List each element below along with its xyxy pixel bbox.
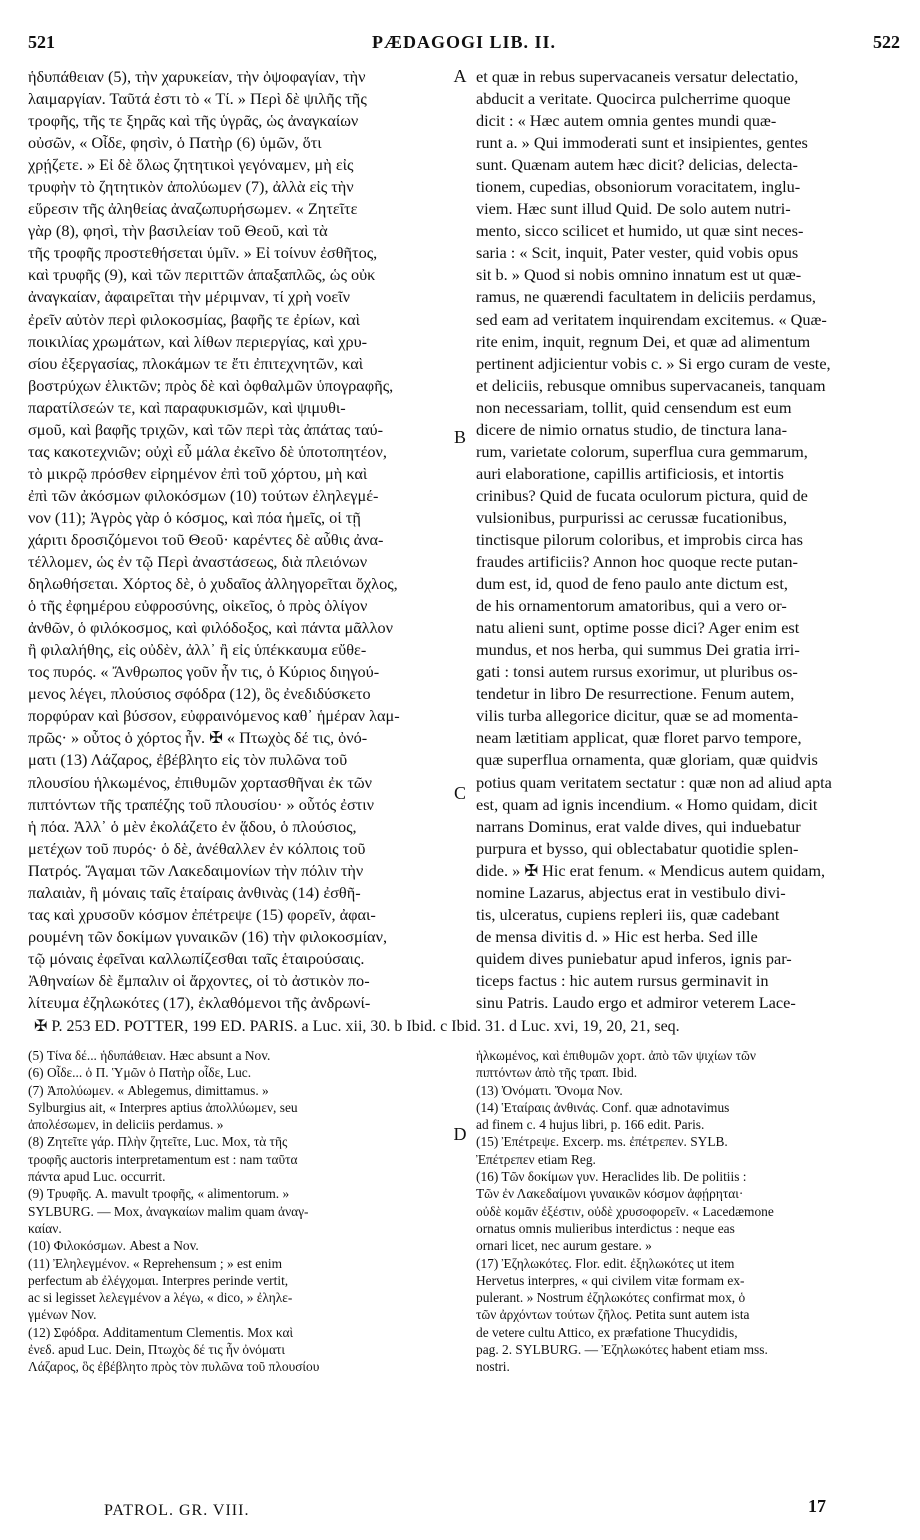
greek-text-line: πρῶς· » οὗτος ὁ χόρτος ἦν. ✠ « Πτωχὸς δέ τις, ὀνό- [28, 728, 368, 748]
page-number-right: 522 [873, 32, 900, 52]
latin-text-line: dide. » ✠ Hic erat fenum. « Mendicus autem quidam, [476, 860, 826, 880]
greek-text-line: μετέχων τοῦ πυρός· ὁ δὲ, ἀνέθαλλεν ἐν κόλποις τοῦ [28, 838, 366, 858]
latin-text-line: purpura et bysso, qui oblectabatur quotidie splen- [476, 838, 799, 858]
greek-text-line: σίου ἐξεργασίας, πλοκάμων τε ἔτι ἐπιτεχνητῶν, καὶ [28, 353, 364, 373]
footer-signature: 17 [808, 1496, 826, 1516]
footer-volume: PATROL. GR. VIII. [104, 1502, 250, 1519]
footnote-line: (17) Ἐζηλωκότες. Flor. edit. ἐξηλωκότες ut item [476, 1255, 735, 1271]
footnote-line: (6) Οἶδε... ὁ Π. Ὑμῶν ὁ Πατὴρ οἶδε, Luc. [28, 1065, 252, 1081]
greek-text-line: ἐπὶ τῶν ἀκόσμων φιλοκόσμων (10) τούτων ἐληλεγμέ- [28, 485, 379, 505]
greek-text-line: πλουσίου ἡλκωμένος, ἐπιθυμῶν χορτασθῆναι ἐκ τῶν [28, 772, 372, 792]
greek-text-line: τρυφὴν τὸ ζητητικὸν ἀπολύωμεν (7), ἀλλὰ εἰς τὴν [28, 177, 354, 197]
footnote-line: ad finem c. 4 hujus libri, p. 166 edit. Paris. [476, 1117, 705, 1133]
latin-text-line: natu alieni sunt, optime posse dici? Ager enim est [476, 618, 800, 638]
latin-text-line: tendetur in libro De resurrectione. Fenum autem, [476, 684, 795, 704]
footnote-line: Hervetus interpres, « qui civilem vitæ formam ex- [476, 1272, 745, 1288]
latin-text-line: quæ superflua ornamenta, quæ gloriam, quæ quidvis [476, 750, 818, 770]
latin-text-line: tis, ulceratus, cupiens repleri iis, quæ cadebant [476, 904, 780, 924]
greek-text-line: ποικιλίας χρωμάτων, καὶ λίθων περιεργίας, καὶ χρυ- [28, 331, 368, 351]
latin-text-line: non necessariam, tollit, quid censendum est eum [476, 397, 792, 417]
footnote-line: ἀπολέσωμεν, in deliciis perdamus. » [28, 1117, 224, 1133]
greek-text-line: πιπτόντων τῆς τραπέζης τοῦ πλουσίου· » οὗτός ἐστιν [28, 794, 375, 814]
greek-text-line: οὐσῶν, « Οἶδε, φησὶν, ὁ Πατὴρ (6) ὑμῶν, ὅτι [28, 133, 322, 153]
footnote-line: (12) Σφόδρα. Additamentum Clementis. Mox καὶ [28, 1324, 294, 1340]
footnote-line: γμένων Nov. [28, 1307, 97, 1323]
latin-text-line: vulsionibus, purpurissi ac cerussæ fucationibus, [476, 507, 788, 527]
footnote-line: ac si legisset λελεγμένον a λέγω, « dico, » ἐληλε- [28, 1290, 293, 1306]
margin-letter-a: A [453, 66, 467, 86]
greek-text-line: γὰρ (8), φησὶ, τὴν βασιλείαν τοῦ Θεοῦ, καὶ τὰ [28, 221, 328, 241]
footnote-line: (10) Φιλοκόσμων. Abest a Nov. [28, 1238, 199, 1254]
latin-text-line: sed eam ad veritatem inquirendam excitemus. « Quæ- [476, 309, 827, 329]
latin-text-line: quidem dives puniebatur apud inferos, ignis par- [476, 948, 792, 968]
footnote-line: Τῶν ἐν Λακεδαίμονι γυναικῶν κόσμον ἀφῄρηται· [476, 1186, 744, 1202]
latin-text-line: vilis turba allegorice dicitur, quæ se ad momenta- [476, 706, 799, 726]
latin-text-line: crinibus? Quid de fucata oculorum pictura, quid de [476, 485, 808, 505]
latin-text-line: mento, sicco scilicet et humido, ut quæ sint neces- [476, 221, 804, 241]
page-number-left: 521 [28, 32, 55, 52]
latin-text-line: de mensa divitis d. » Hic est herba. Sed ille [476, 926, 758, 946]
footnote-line: de vetere cultu Attico, ex præfatione Thucydidis, [476, 1324, 738, 1340]
footnote-line: (5) Τίνα δέ... ἡδυπάθειαν. Hæc absunt a Nov. [28, 1048, 271, 1063]
latin-text-line: sinu Patris. Laudo ergo et admiror veterem Lace- [476, 992, 796, 1012]
greek-text-line: ὁ τῆς ἐφημέρου εὐφροσύνης, οἰκεῖος, ὁ πρὸς ὀλίγον [28, 596, 368, 616]
page-header [28, 32, 900, 58]
greek-text-line: λίτευμα ἐζηλωκότες (17), ἐκλαθόμενοι τῆς ἀνδρωνί- [28, 992, 371, 1012]
greek-text-line: τας κακοτεχνιῶν; οὐχὶ εὖ μάλα ἐκεῖνο δὲ ὑποτοπητέον, [28, 441, 387, 461]
greek-text-line: ἐρεῖν αὐτὸν περὶ φιλοκοσμίας, βαφῆς τε ἐρίων, καὶ [28, 309, 360, 329]
greek-text-line: νον (11); Ἀγρὸς γὰρ ὁ κόσμος, καὶ πόα ἡμεῖς, οἱ τῇ [28, 507, 361, 527]
margin-letter-d: D [453, 1124, 467, 1144]
footnote-line: (11) Ἐληλεγμένον. « Reprehensum ; » est enim [28, 1255, 283, 1271]
footnote-line: Ἐπέτρεπεν etiam Reg. [476, 1151, 596, 1167]
latin-text-line: neam lætitiam applicat, quæ floret parvo tempore, [476, 728, 802, 748]
greek-text-line: βοστρύχων ἑλικτῶν; πρὸς δὲ καὶ ὀφθαλμῶν ὑπογραφῆς, [28, 375, 394, 395]
greek-text-line: ρουμένη τῶν δοκίμων γυναικῶν (16) τὴν φιλοκοσμίαν, [28, 926, 388, 946]
footnote-line: Sylburgius ait, « Interpres aptius ἀπολλύωμεν, seu [28, 1099, 298, 1115]
running-title: PÆDAGOGI LIB. II. [371, 32, 557, 52]
latin-text-line: et deliciis, rebusque omnibus supervacaneis, tanquam [476, 375, 826, 395]
footnote-line: perfectum ab ἐλέγχομαι. Interpres perinde vertit, [28, 1272, 289, 1288]
greek-text-line: δηλωθήσεται. Χόρτος δὲ, ὁ χυδαῖος ἀλληγορεῖται ὄχλος, [28, 574, 398, 594]
footnote-line: ornari licet, nec aurum gestare. » [476, 1238, 652, 1254]
latin-text-line: ramus, ne quærendi facultatem in deliciis perdamus, [476, 287, 816, 307]
greek-text-line: τὸ μικρῷ πρόσθεν εἰρημένον ἐπὶ τοῦ χόρτου, μὴ καὶ [28, 463, 368, 483]
latin-text-line: narrans Dominus, erat valde dives, qui induebatur [476, 816, 801, 836]
footnote-line: pulerant. » Nostrum ἐζηλωκότες confirmat mox, ὁ [476, 1290, 746, 1306]
greek-text-line: ἢ φιλαλήθης, εἰς οὐδὲν, ἀλλ᾽ ἢ εἰς ὑπέκκαυμα εὔθε- [28, 640, 367, 660]
footnote-line: τῶν ἀρχόντων τούτων ζῆλος. Petita sunt autem ista [476, 1307, 750, 1323]
greek-text-line: παλαιὰν, ἣ μόναις ταῖς ἑταίραις ἀνθινὰς (14) ἐσθῆ- [28, 882, 361, 902]
footnote-line: SYLBURG. — Mox, ἀναγκαίων malim quam ἀναγ- [28, 1203, 309, 1219]
footnote-line: nostri. [476, 1359, 510, 1375]
footnote-line: (8) Ζητεῖτε γάρ. Πλὴν ζητεῖτε, Luc. Mox, τὰ τῆς [28, 1134, 288, 1150]
greek-text-line: τος πυρός. « Ἄνθρωπος γοῦν ἦν τις, ὁ Κύριος διηγού- [28, 662, 380, 682]
greek-text-line: ἡ πόα. Ἀλλ᾽ ὁ μὲν ἐκολάζετο ἐν ᾅδου, ὁ πλούσιος, [28, 816, 357, 836]
latin-text-line: dicere de nimio ornatus studio, de tinctura lana- [476, 419, 788, 439]
latin-text-line: dicit : « Hæc autem omnia gentes mundi quæ- [476, 111, 777, 131]
latin-text-line: abducit a veritate. Quocirca pulcherrime quoque [476, 89, 791, 109]
greek-text-line: τῆς τροφῆς προστεθήσεται ὑμῖν. » Εἰ τοίνυν ἐσθῆτος, [28, 243, 378, 263]
latin-text-line: pertinent adjicientur vobis c. » Si ergo curam de veste, [476, 353, 831, 373]
scripture-references: ✠ P. 253 ED. POTTER, 199 ED. PARIS. a Luc. xii, 30. b Ibid. c Ibid. 31. d Luc. xvi, 19, 20, 21, seq. [34, 1018, 680, 1035]
footnote-line: (14) Ἑταίραις ἀνθινάς. Conf. quæ adnotavimus [476, 1099, 730, 1115]
greek-text-line: ἀνθῶν, ὁ φιλόκοσμος, καὶ φιλόδοξος, καὶ πάντα μᾶλλον [28, 618, 394, 638]
latin-text-line: tionem, cupedias, obsoniorum voracitatem, inglu- [476, 177, 801, 197]
latin-text-line: saria : « Scit, inquit, Pater vester, quid vobis opus [476, 243, 799, 263]
latin-text-line: et quæ in rebus supervacaneis versatur delectatio, [476, 67, 799, 86]
greek-text-line: χρῄζετε. » Εἰ δὲ ὅλως ζητητικοὶ γεγόναμεν, μὴ εἰς [28, 155, 354, 175]
greek-text-column [28, 66, 446, 1016]
latin-text-line: nomine Lazarus, abjectus erat in vestibulo divi- [476, 882, 786, 902]
latin-text-line: potius quam veritatem sectatur : quæ non ad aliud apta [476, 772, 832, 792]
latin-text-line: gati : tonsi autem rursus exorimur, ut pluribus os- [476, 662, 798, 682]
footnote-line: πάντα apud Luc. occurrit. [28, 1169, 166, 1185]
margin-letter-b: B [453, 427, 466, 447]
greek-text-line: Πατρός. Ἄγαμαι τῶν Λακεδαιμονίων τὴν πόλιν τὴν [28, 860, 364, 880]
greek-text-line: εὕρεσιν τῆς ἀληθείας ἀναζωπυρήσωμεν. « Ζητεῖτε [28, 199, 358, 219]
greek-text-line: παρατίλσεών τε, καὶ παραφυκισμῶν, καὶ ψιμυθι- [28, 397, 346, 417]
latin-text-line: sit b. » Quod si nobis omnino innatum est ut quæ- [476, 265, 802, 285]
footnotes-left [28, 1047, 446, 1475]
footnotes-right [476, 1047, 894, 1475]
footnote-line: ornatus omnis mulieribus interdictus : neque eas [476, 1220, 735, 1236]
greek-text-line: πορφύραν καὶ βύσσον, εὐφραινόμενος καθ᾽ ἡμέραν λαμ- [28, 706, 400, 726]
latin-text-column [476, 66, 894, 1016]
latin-text-line: mundus, et nos herba, qui summus Dei gratia irri- [476, 640, 800, 660]
greek-text-line: Ἀθηναίων δὲ ἔμπαλιν οἱ ἄρχοντες, οἱ τὸ ἀστικὸν πο- [28, 970, 370, 990]
latin-text-line: auri elaboratione, capillis artificiosis, et intortis [476, 463, 784, 483]
latin-text-line: tinctisque pilorum coloribus, et improbis circa has [476, 529, 803, 549]
margin-letter-c: C [453, 783, 466, 803]
greek-text-line: καὶ τρυφῆς (9), καὶ τῶν περιττῶν ἁπαξαπλῶς, ὡς οὐκ [28, 265, 376, 285]
greek-text-line: ἡδυπάθειαν (5), τὴν χαρυκείαν, τὴν ὀψοφαγίαν, τὴν [28, 67, 366, 86]
greek-text-line: χάριτι δροσιζόμενοι τοῦ Θεοῦ· καρέντες δὲ αὖθις ἀνα- [28, 529, 384, 549]
footnote-line: οὐδὲ κομᾶν ἐξέστιν, οὐδὲ χρυσοφορεῖν. « Lacedæmone [476, 1203, 774, 1219]
footnote-line: ἐνεδ. apud Luc. Dein, Πτωχὸς δέ τις ἦν ὀνόματι [28, 1342, 286, 1358]
latin-text-line: sunt. Quænam autem hæc dicit? delicias, delecta- [476, 155, 798, 175]
footnote-line: Λάζαρος, ὃς ἐβέβλητο πρὸς τὸν πυλῶνα τοῦ πλουσίου [28, 1359, 320, 1375]
footnote-line: (16) Τῶν δοκίμων γυν. Heraclides lib. De politiis : [476, 1169, 747, 1185]
greek-text-line: σμοῦ, καὶ βαφῆς τριχῶν, καὶ τῶν περὶ τὰς ἀπάτας ταύ- [28, 419, 384, 439]
greek-text-line: τροφῆς, τῆς τε ξηρᾶς καὶ τῆς ὑγρᾶς, ὡς ἀναγκαίων [28, 111, 359, 131]
footnote-line: (7) Ἀπολύωμεν. « Ablegemus, dimittamus. » [28, 1082, 269, 1098]
greek-text-line: τέλλομεν, ὡς ἐν τῷ Περὶ ἀναστάσεως, διὰ πλειόνων [28, 552, 368, 572]
footnote-line: (13) Ὀνόματι. Ὄνομα Nov. [476, 1082, 623, 1098]
latin-text-line: fraudes artificiis? Annon hoc quoque recte putan- [476, 552, 798, 572]
latin-text-line: rite enim, inquit, regnum Dei, et quæ ad alimentum [476, 331, 811, 351]
latin-text-line: dum est, id, quod de feno paulo ante dictum est, [476, 574, 788, 594]
latin-text-line: rum, varietate colorum, superflua cura gemmarum, [476, 441, 808, 461]
footnote-line: τροφῆς auctoris interpretamentum est : nam ταῦτα [28, 1151, 298, 1167]
latin-text-line: est, quam ad ignis incendium. « Homo quidam, dicit [476, 794, 818, 814]
footnote-line: (9) Τρυφῆς. A. mavult τροφῆς, « alimentorum. » [28, 1186, 290, 1202]
greek-text-line: λαιμαργίαν. Ταῦτά ἐστι τὸ « Τί. » Περὶ δὲ ψιλῆς τῆς [28, 89, 367, 109]
footnote-line: ἡλκωμένος, καὶ ἐπιθυμῶν χορτ. ἀπὸ τῶν ψιχίων τῶν [476, 1048, 756, 1063]
footnote-line: pag. 2. SYLBURG. — Ἐζηλωκότες habent etiam mss. [476, 1342, 768, 1358]
latin-text-line: de his ornamentorum amatoribus, qui a vero or- [476, 596, 787, 616]
latin-text-line: runt a. » Qui immoderati sunt et insipientes, gentes [476, 133, 808, 153]
footnote-line: (15) Ἐπέτρεψε. Excerp. ms. ἐπέτρεπεν. SYLB. [476, 1134, 728, 1150]
greek-text-line: τῷ μόναις ἐφεῖναι καλλωπίζεσθαι ταῖς ἑταιρούσαις. [28, 948, 365, 968]
greek-text-line: τας καὶ χρυσοῦν κόσμον ἐπέτρεψε (15) φορεῖν, ἀφαι- [28, 904, 376, 924]
footnote-line: πιπτόντων ἀπὸ τῆς τραπ. Ibid. [476, 1065, 638, 1081]
greek-text-line: ματι (13) Λάζαρος, ἐβέβλητο εἰς τὸν πυλῶνα τοῦ [28, 750, 348, 770]
greek-text-line: μενος λέγει, πλούσιος σφόδρα (12), ὃς ἐνεδιδύσκετο [28, 684, 371, 704]
latin-text-line: ticeps factus : hic autem rursus germinavit in [476, 970, 769, 990]
latin-text-line: viem. Hæc sunt illud Quid. De solo autem nutri- [476, 199, 791, 219]
greek-text-line: ἀναγκαίαν, ἀφαιρεῖται τὴν μέριμναν, τί χρὴ νοεῖν [28, 287, 351, 307]
footnote-line: καίαν. [28, 1220, 62, 1236]
